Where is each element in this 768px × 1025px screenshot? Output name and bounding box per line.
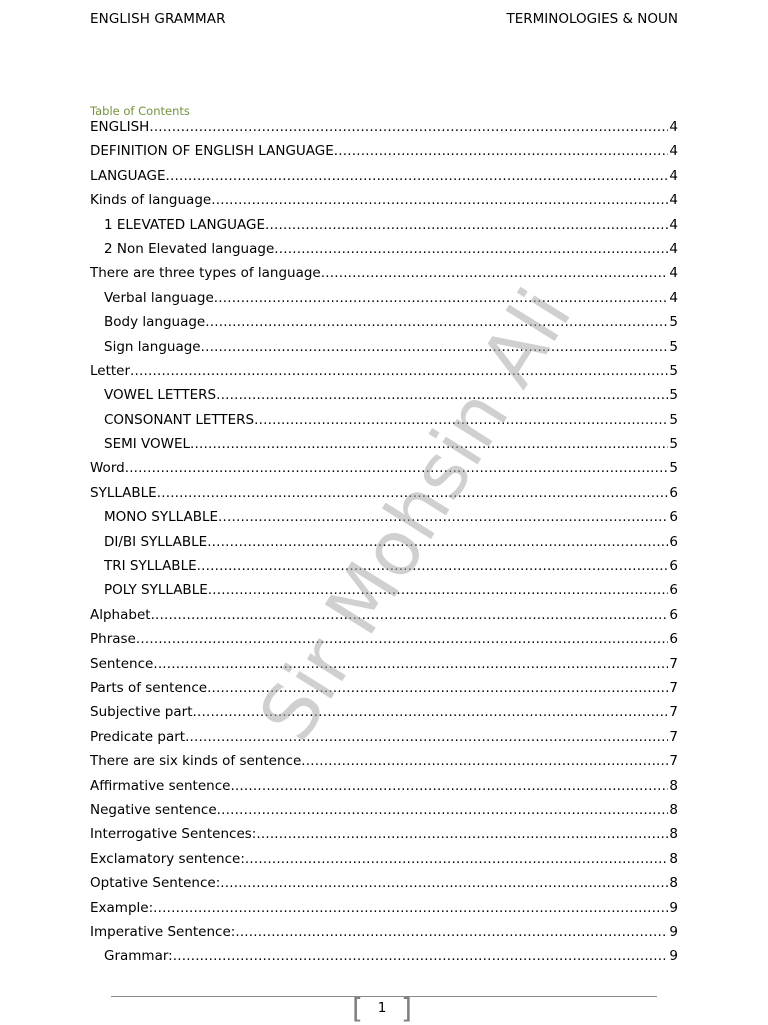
toc-leader-dots xyxy=(193,703,669,722)
toc-entry[interactable] xyxy=(90,118,678,142)
toc-entry-text: Phrase xyxy=(90,631,136,648)
toc-entry[interactable] xyxy=(90,630,678,654)
toc-entry-page: 8 xyxy=(669,777,678,794)
toc-entry-text: LANGUAGE xyxy=(90,167,166,184)
toc-entry-page: 8 xyxy=(669,875,678,892)
toc-entry[interactable] xyxy=(90,899,678,923)
toc-entry-page: 5 xyxy=(669,314,678,331)
toc-leader-dots xyxy=(201,338,669,357)
toc-entry-page: 4 xyxy=(669,240,678,257)
toc-leader-dots xyxy=(211,191,668,210)
toc-entry-page: 5 xyxy=(669,338,678,355)
toc-entry-page: 5 xyxy=(669,411,678,428)
toc-entry[interactable] xyxy=(90,752,678,776)
toc-entry-page: 4 xyxy=(669,192,678,209)
toc-entry[interactable] xyxy=(90,386,678,410)
toc-entry-page: 6 xyxy=(669,606,678,623)
toc-leader-dots xyxy=(151,606,669,625)
toc-entry-text: MONO SYLLABLE xyxy=(104,509,219,526)
toc-entry-page: 4 xyxy=(669,143,678,160)
toc-leader-dots xyxy=(207,533,668,552)
toc-entry-page: 6 xyxy=(669,509,678,526)
toc-entry-text: Kinds of language xyxy=(90,192,212,209)
toc-entry-text: There are three types of language xyxy=(90,265,321,282)
toc-entry-text: Subjective part xyxy=(90,704,193,721)
toc-entry-text: DEFINITION OF ENGLISH LANGUAGE xyxy=(90,143,334,160)
left-bracket-icon: [ xyxy=(352,992,363,1025)
toc-leader-dots xyxy=(220,874,668,893)
toc-entry[interactable] xyxy=(90,313,678,337)
page-number-box xyxy=(352,992,412,1025)
toc-entry[interactable] xyxy=(90,411,678,435)
toc-entry-text: Optative Sentence: xyxy=(90,875,221,892)
toc-leader-dots xyxy=(301,752,668,771)
toc-entry-page: 7 xyxy=(669,704,678,721)
toc-entry-page: 4 xyxy=(669,167,678,184)
toc-entry-text: SYLLABLE xyxy=(90,484,157,501)
table-of-contents xyxy=(90,118,678,972)
toc-entry-text: 2 Non Elevated language xyxy=(104,240,275,257)
toc-leader-dots xyxy=(321,264,669,283)
toc-entry-page: 8 xyxy=(669,826,678,843)
toc-entry[interactable] xyxy=(90,801,678,825)
toc-entry-page: 6 xyxy=(669,631,678,648)
toc-leader-dots xyxy=(173,947,669,966)
toc-entry-text: Body language xyxy=(104,314,206,331)
toc-entry-page: 5 xyxy=(669,436,678,453)
toc-entry-text: Predicate part xyxy=(90,728,186,745)
toc-entry[interactable] xyxy=(90,264,678,288)
toc-leader-dots xyxy=(130,362,668,381)
toc-entry[interactable] xyxy=(90,728,678,752)
toc-entry-page: 6 xyxy=(669,582,678,599)
toc-entry[interactable] xyxy=(90,240,678,264)
toc-entry[interactable] xyxy=(90,874,678,898)
toc-entry-page: 9 xyxy=(669,948,678,965)
toc-entry-page: 9 xyxy=(669,899,678,916)
toc-leader-dots xyxy=(208,581,669,600)
toc-entry-text: TRI SYLLABLE xyxy=(104,558,197,575)
toc-entry-page: 8 xyxy=(669,801,678,818)
toc-entry-text: Sentence xyxy=(90,655,154,672)
toc-leader-dots xyxy=(254,411,668,430)
toc-entry-text: Affirmative sentence xyxy=(90,777,231,794)
toc-entry[interactable] xyxy=(90,508,678,532)
toc-entry[interactable] xyxy=(90,216,678,240)
toc-entry[interactable] xyxy=(90,191,678,215)
toc-entry-text: Sign language xyxy=(104,338,201,355)
toc-entry[interactable] xyxy=(90,338,678,362)
toc-leader-dots xyxy=(149,118,668,137)
toc-entry-text: Letter xyxy=(90,362,131,379)
right-bracket-icon: ] xyxy=(401,992,412,1025)
toc-entry-text: DI/BI SYLLABLE xyxy=(104,533,208,550)
toc-entry-text: Negative sentence xyxy=(90,801,217,818)
toc-entry[interactable] xyxy=(90,167,678,191)
toc-leader-dots xyxy=(230,777,668,796)
toc-entry-text: 1 ELEVATED LANGUAGE xyxy=(104,216,265,233)
toc-entry-page: 8 xyxy=(669,850,678,867)
toc-entry-text: Imperative Sentence: xyxy=(90,923,236,940)
toc-entry[interactable] xyxy=(90,947,678,971)
toc-leader-dots xyxy=(125,459,669,478)
toc-entry-page: 5 xyxy=(669,362,678,379)
toc-entry-page: 7 xyxy=(669,679,678,696)
toc-leader-dots xyxy=(217,801,669,820)
header-right-title: TERMINOLOGIES & NOUN xyxy=(506,11,678,27)
toc-leader-dots xyxy=(136,630,669,649)
toc-entry[interactable] xyxy=(90,777,678,801)
toc-leader-dots xyxy=(214,289,669,308)
toc-leader-dots xyxy=(274,240,668,259)
toc-entry-page: 5 xyxy=(669,387,678,404)
toc-entry-text: VOWEL LETTERS xyxy=(104,387,217,404)
toc-leader-dots xyxy=(256,825,668,844)
toc-entry-page: 6 xyxy=(669,484,678,501)
toc-entry-text: There are six kinds of sentence xyxy=(90,753,302,770)
toc-entry-page: 6 xyxy=(669,558,678,575)
toc-leader-dots xyxy=(334,142,669,161)
toc-leader-dots xyxy=(157,484,669,503)
toc-entry[interactable] xyxy=(90,679,678,703)
toc-entry[interactable] xyxy=(90,484,678,508)
toc-entry-text: Parts of sentence xyxy=(90,679,208,696)
toc-entry-text: Alphabet xyxy=(90,606,151,623)
toc-entry-text: Verbal language xyxy=(104,289,214,306)
toc-entry-page: 7 xyxy=(669,655,678,672)
toc-entry-text: Interrogative Sentences: xyxy=(90,826,257,843)
toc-leader-dots xyxy=(265,216,668,235)
toc-entry[interactable] xyxy=(90,850,678,874)
toc-entry-page: 4 xyxy=(669,216,678,233)
toc-entry[interactable] xyxy=(90,581,678,605)
watermark: Sir Mohsin Ali xyxy=(241,273,589,756)
toc-entry-page: 6 xyxy=(669,533,678,550)
toc-leader-dots xyxy=(153,899,668,918)
toc-entry[interactable] xyxy=(90,923,678,947)
toc-entry[interactable] xyxy=(90,142,678,166)
toc-entry-page: 7 xyxy=(669,728,678,745)
toc-entry[interactable] xyxy=(90,557,678,581)
toc-leader-dots xyxy=(190,435,668,454)
toc-leader-dots xyxy=(166,167,669,186)
toc-entry[interactable] xyxy=(90,533,678,557)
toc-entry-text: Word xyxy=(90,460,125,477)
toc-entry[interactable] xyxy=(90,435,678,459)
toc-entry-text: Example: xyxy=(90,899,154,916)
toc-entry-page: 4 xyxy=(669,265,678,282)
toc-entry-text: Exclamatory sentence: xyxy=(90,850,245,867)
toc-entry[interactable] xyxy=(90,606,678,630)
toc-entry-page: 4 xyxy=(669,119,678,135)
toc-leader-dots xyxy=(207,679,668,698)
page-number: 1 xyxy=(377,1000,387,1016)
toc-entry-text: POLY SYLLABLE xyxy=(104,582,208,599)
toc-entry-text: Grammar: xyxy=(104,948,173,965)
toc-entry-page: 9 xyxy=(669,923,678,940)
toc-entry-page: 4 xyxy=(669,289,678,306)
toc-entry-text: SEMI VOWEL xyxy=(104,436,191,453)
toc-title: Table of Contents xyxy=(90,104,190,118)
toc-entry[interactable] xyxy=(90,362,678,386)
toc-entry[interactable] xyxy=(90,703,678,727)
toc-entry[interactable] xyxy=(90,655,678,679)
toc-entry-page: 5 xyxy=(669,460,678,477)
header-left-title: ENGLISH GRAMMAR xyxy=(90,11,226,27)
toc-entry[interactable] xyxy=(90,459,678,483)
toc-leader-dots xyxy=(216,386,668,405)
toc-leader-dots xyxy=(235,923,668,942)
toc-entry[interactable] xyxy=(90,825,678,849)
toc-leader-dots xyxy=(218,508,668,527)
toc-leader-dots xyxy=(205,313,668,332)
toc-leader-dots xyxy=(153,655,668,674)
toc-entry-text: CONSONANT LETTERS xyxy=(104,411,255,428)
toc-entry[interactable] xyxy=(90,289,678,313)
toc-leader-dots xyxy=(185,728,668,747)
toc-entry-text: ENGLISH xyxy=(90,119,150,135)
toc-leader-dots xyxy=(197,557,669,576)
toc-entry-page: 7 xyxy=(669,753,678,770)
toc-leader-dots xyxy=(245,850,669,869)
